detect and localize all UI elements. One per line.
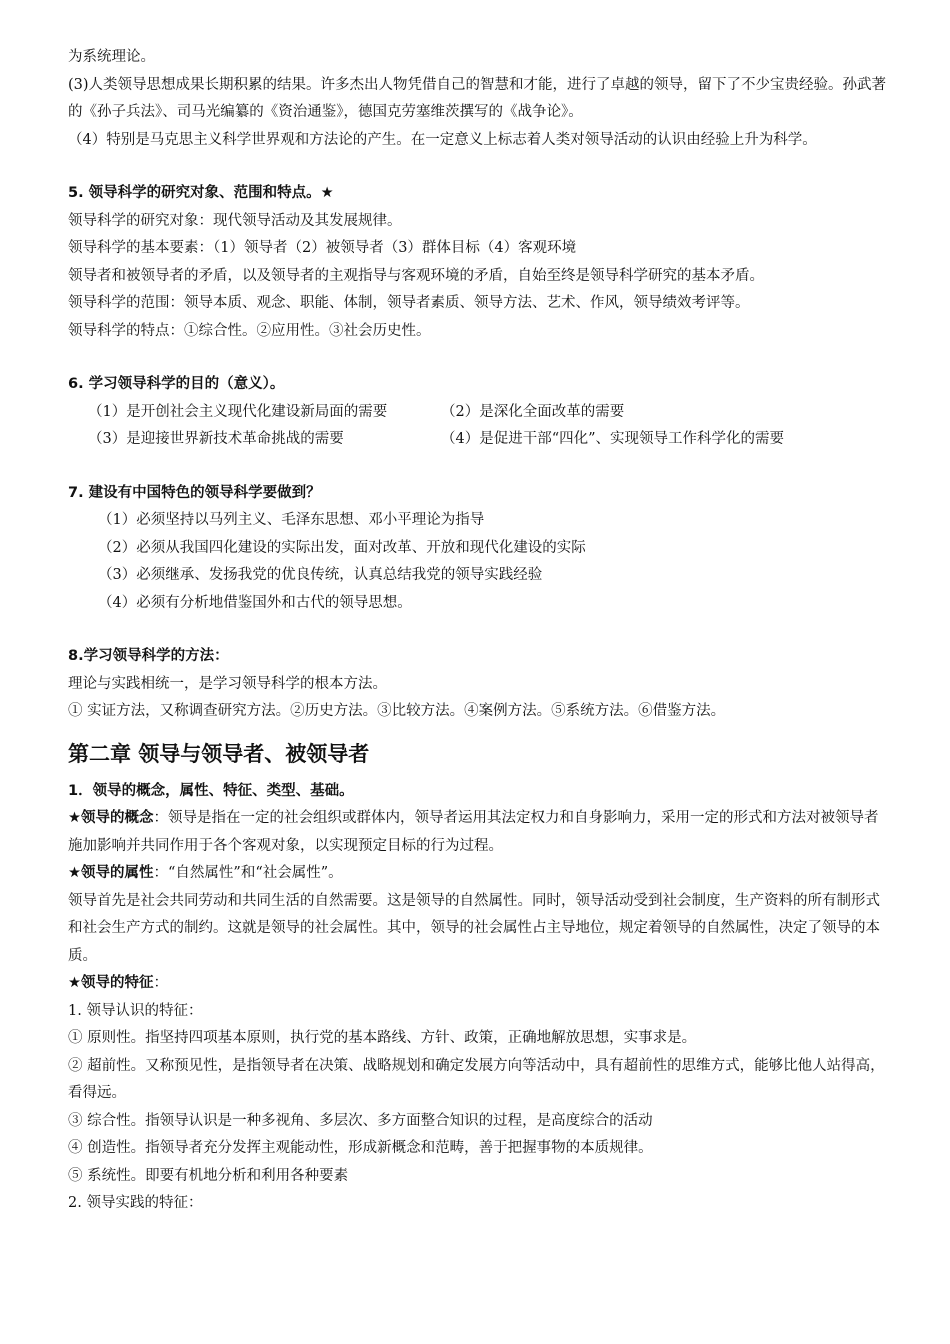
list-item: ② 超前性。又称预见性，是指领导者在决策、战略规划和确定发展方向等活动中，具有超前性的思维方式，能够比他人站得高，看得远。 bbox=[68, 1057, 885, 1101]
text-line: 领导科学的研究对象：现代领导活动及其发展规律。 bbox=[68, 212, 402, 229]
feat-colon: ： bbox=[153, 975, 168, 991]
text-line: 领导科学的基本要素：（1）领导者（2）被领导者（3）群体目标（4）客观环境 bbox=[68, 240, 577, 256]
text-line bbox=[68, 860, 888, 888]
list-item: （3）必须继承、发扬我党的优良传统，认真总结我党的领导实践经验 bbox=[98, 567, 543, 583]
text-line: 为系统理论。 bbox=[68, 49, 155, 65]
purpose-item: （3）是迎接世界新技术革命挑战的需要 bbox=[88, 431, 344, 447]
paragraph: (3)人类领导思想成果长期积累的结果。许多杰出人物凭借自己的智慧和才能，进行了卓越的领导，留下了不少宝贵经验。孙武著的《孙子兵法》、司马光编纂的《资治通鉴》，德国克劳塞维茨撰写的《战争论》。 bbox=[68, 76, 887, 120]
purpose-item: （4）是促进干部“四化”、实现领导工作科学化的需要 bbox=[441, 431, 785, 447]
concept-label: ★领导的概念 bbox=[68, 810, 154, 826]
subsection-heading: 1．领导的概念，属性、特征、类型、基础。 bbox=[68, 782, 354, 799]
text-line: 领导科学的范围：领导本质、观念、职能、体制，领导者素质、领导方法、艺术、作风，领导绩效考评等。 bbox=[68, 295, 750, 311]
paragraph: （4）特别是马克思主义科学世界观和方法论的产生。在一定意义上标志着人类对领导活动的认识由经验上升为科学。 bbox=[68, 131, 817, 148]
list-item: ④ 创造性。指领导者充分发挥主观能动性，形成新概念和范畴，善于把握事物的本质规律。 bbox=[68, 1140, 653, 1156]
list-item: ⑤ 系统性。即要有机地分析和利用各种要素 bbox=[68, 1167, 349, 1184]
purpose-item: （2）是深化全面改革的需要 bbox=[441, 403, 625, 420]
list-item: ① 原则性。指坚持四项基本原则，执行党的基本路线、方针、政策，正确地解放思想，实事求是。 bbox=[68, 1030, 697, 1046]
list-item: （1）必须坚持以马列主义、毛泽东思想、邓小平理论为指导 bbox=[98, 512, 485, 528]
attr-label: ★领导的属性 bbox=[68, 865, 154, 881]
text-line: 2. 领导实践的特征： bbox=[68, 1195, 203, 1211]
text-line: 理论与实践相统一，是学习领导科学的根本方法。 bbox=[68, 675, 387, 692]
list-item: （2）必须从我国四化建设的实际出发，面对改革、开放和现代化建设的实际 bbox=[98, 539, 586, 556]
section-heading-5: 5. 领导科学的研究对象、范围和特点。★ bbox=[68, 185, 334, 201]
text-line: ① 实证方法，又称调查研究方法。②历史方法。③比较方法。④案例方法。⑤系统方法。⑥借鉴方法。 bbox=[68, 703, 726, 719]
feat-label: ★领导的特征 bbox=[68, 975, 154, 991]
section-heading-8: 8.学习领导科学的方法： bbox=[68, 648, 229, 664]
list-item: （4）必须有分析地借鉴国外和古代的领导思想。 bbox=[98, 594, 412, 611]
attr-text: ：“自然属性”和“社会属性”。 bbox=[153, 865, 343, 881]
purpose-item: （1）是开创社会主义现代化建设新局面的需要 bbox=[88, 403, 388, 420]
paragraph: 领导首先是社会共同劳动和共同生活的自然需要。这是领导的自然属性。同时，领导活动受到社会制度，生产资料的所有制形式和社会生产方式的制约。这就是领导的社会属性。其中，领导的社会属性占主导地位，规定着领导的自然属性，决定了领导的本质。 bbox=[68, 892, 880, 964]
section-heading-7: 7. 建设有中国特色的领导科学要做到？ bbox=[68, 484, 321, 501]
list-item: ③ 综合性。指领导认识是一种多视角、多层次、多方面整合知识的过程，是高度综合的活动 bbox=[68, 1112, 653, 1129]
text-line: 领导者和被领导者的矛盾，以及领导者的主观指导与客观环境的矛盾，自始至终是领导科学研究的基本矛盾。 bbox=[68, 267, 764, 284]
chapter-title: 第二章 领导与领导者、被领导者 bbox=[68, 741, 370, 766]
concept-text: ：领导是指在一定的社会组织或群体内，领导者运用其法定权力和自身影响力，采用一定的形式和方法对被领导者施加影响并共同作用于各个客观对象，以实现预定目标的行为过程。 bbox=[68, 810, 879, 854]
section-heading-6: 6. 学习领导科学的目的（意义）。 bbox=[68, 376, 285, 392]
text-line: 领导科学的特点：①综合性。②应用性。③社会历史性。 bbox=[68, 322, 431, 339]
paragraph bbox=[68, 805, 888, 860]
purpose-row bbox=[68, 426, 888, 454]
text-line bbox=[68, 970, 888, 998]
purpose-row bbox=[68, 399, 888, 427]
document-page bbox=[68, 44, 888, 1218]
text-line: 1. 领导认识的特征： bbox=[68, 1002, 203, 1019]
